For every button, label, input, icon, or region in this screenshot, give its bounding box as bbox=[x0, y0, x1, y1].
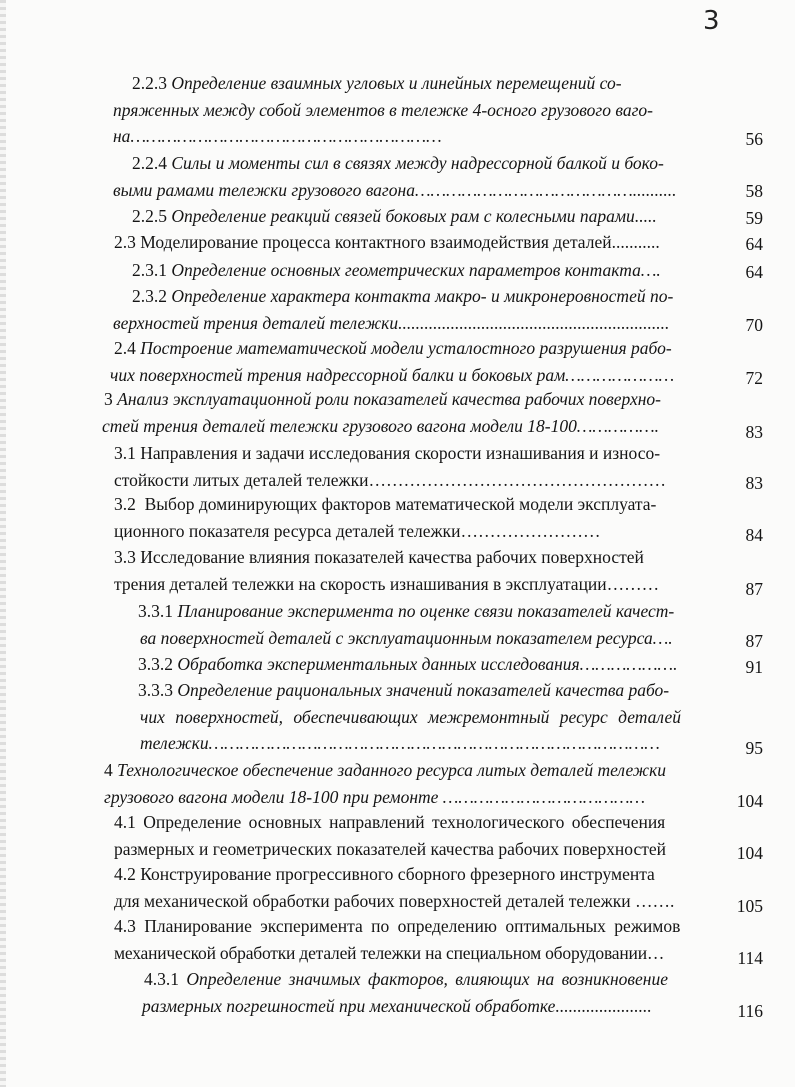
page-number-mark: 3 bbox=[703, 6, 720, 36]
toc-entry: 2.2.5 Определение реакций связей боковых рам с колесными парами..... bbox=[132, 206, 657, 226]
section-number: 4.1 bbox=[114, 812, 136, 832]
toc-entry: 2.3 Моделирование процесса контактного взаимодействия деталей........... bbox=[114, 232, 660, 252]
page-number: 64 bbox=[745, 234, 763, 254]
section-number: 2.2.3 bbox=[132, 73, 167, 93]
page-number: 70 bbox=[745, 315, 763, 335]
page-number: 87 bbox=[745, 579, 763, 599]
toc-entry: 3.3.2 Обработка экспериментальных данных исследования………………. bbox=[138, 654, 678, 674]
toc-entry: 2.3.2 Определение характера контакта макро- и микронеровностей по- верхностей трения деталей тележки.............................................................. bbox=[113, 286, 674, 333]
page-number: 114 bbox=[737, 948, 763, 968]
toc-entry: 3 Анализ эксплуатационной роли показателей качества рабочих поверхно- стей трения деталей тележки грузового вагона модели 18-100……………. bbox=[102, 389, 661, 436]
page-number: 59 bbox=[745, 208, 763, 228]
page-number: 105 bbox=[736, 896, 763, 916]
page-number: 56 bbox=[745, 129, 763, 149]
page-number: 83 bbox=[745, 422, 763, 442]
toc-entry: 2.3.1 Определение основных геометрических параметров контакта…. bbox=[132, 260, 661, 280]
toc-entry: 3.3.1 Планирование эксперимента по оценке связи показателей качест- ва поверхностей деталей с эксплуатационным показателем ресурса…. bbox=[138, 601, 675, 648]
toc-entry bbox=[113, 70, 717, 150]
section-number: 2.4 bbox=[114, 338, 136, 358]
page-number: 104 bbox=[736, 791, 763, 811]
section-number: 4.3 bbox=[114, 916, 136, 936]
toc-entry-line: пряженных между собой элементов в тележке 4-осного грузового ваго- bbox=[113, 99, 653, 120]
section-number: 2.3 bbox=[114, 232, 136, 252]
toc-entry: 3.3 Исследование влияния показателей качества рабочих поверхностей трения деталей тележки на скорость изнашивания в эксплуатации……… bbox=[114, 547, 660, 594]
section-number: 3.3.3 bbox=[138, 680, 173, 700]
section-number: 3.1 bbox=[114, 443, 136, 463]
toc-entry: 2.4 Построение математической модели усталостного разрушения рабо- чих поверхностей трения надрессорной балки и боковых рам………………… bbox=[110, 338, 675, 385]
page-number: 72 bbox=[745, 368, 763, 388]
toc-entry-line: на…………………………………………………… bbox=[113, 126, 442, 146]
section-number: 3.2 bbox=[114, 494, 136, 514]
section-number: 3.3.2 bbox=[138, 654, 173, 674]
page-number: 64 bbox=[745, 262, 763, 282]
toc-entry: 3.1 Направления и задачи исследования скорости изнашивания и износо- стойкости литых деталей тележки…………………………………………… bbox=[114, 443, 666, 490]
page-number: 116 bbox=[737, 1001, 763, 1021]
toc-entry: 4 Технологическое обеспечение заданного ресурса литых деталей тележки грузового вагона модели 18-100 при ремонте ………………………………… bbox=[104, 760, 667, 807]
toc-entry: 4.3.1 Определение значимых факторов, влияющих на возникновение размерных погрешностей при механической обработке...................... bbox=[142, 969, 668, 1016]
toc-entry: 3.3.3 Определение рациональных значений показателей качества рабо- чих поверхностей, обеспечивающих межремонтный ресурс деталей тележки…………………………………………………………………………… bbox=[138, 680, 681, 753]
section-number: 3 bbox=[104, 389, 113, 409]
section-number: 2.2.4 bbox=[132, 153, 167, 173]
section-number: 2.3.1 bbox=[132, 260, 167, 280]
toc-entry-line: 2.2.3 Определение взаимных угловых и линейных перемещений со- bbox=[132, 73, 622, 93]
section-number: 2.3.2 bbox=[132, 286, 167, 306]
section-number: 3.3 bbox=[114, 547, 136, 567]
page-number: 104 bbox=[736, 843, 763, 863]
page-number: 58 bbox=[745, 181, 763, 201]
section-number: 4.3.1 bbox=[144, 969, 179, 989]
toc-entry: 3.2 Выбор доминирующих факторов математической модели эксплуата- ционного показателя ресурса деталей тележки…………………… bbox=[114, 494, 657, 541]
toc-entry: 4.3 Планирование эксперимента по определению оптимальных режимов механической обработки деталей тележки на специальном оборудовании… bbox=[114, 916, 681, 963]
section-number: 3.3.1 bbox=[138, 601, 173, 621]
page-number: 95 bbox=[745, 738, 763, 758]
toc-entry: 4.1 Определение основных направлений технологического обеспечения размерных и геометрических показателей качества рабочих поверхностей bbox=[114, 812, 667, 859]
page-number: 91 bbox=[745, 657, 763, 677]
page-number: 83 bbox=[745, 473, 763, 493]
section-number: 4 bbox=[104, 760, 113, 780]
page-number: 84 bbox=[745, 525, 763, 545]
page-number: 87 bbox=[745, 631, 763, 651]
section-number: 4.2 bbox=[114, 864, 136, 884]
section-number: 2.2.5 bbox=[132, 206, 167, 226]
toc-entry: 4.2 Конструирование прогрессивного сборного фрезерного инструмента для механической обработки рабочих поверхностей деталей тележки ……. bbox=[114, 864, 675, 911]
toc-entry: 2.2.4 Силы и моменты сил в связях между надрессорной балкой и боко- выми рамами тележки грузового вагона…………………………………….......... bbox=[113, 153, 677, 200]
